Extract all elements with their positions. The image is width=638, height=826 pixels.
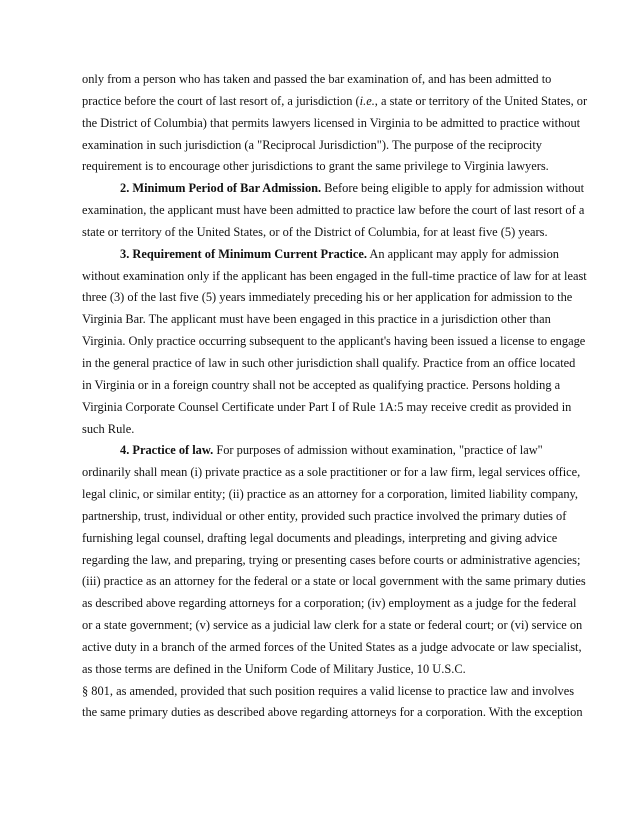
text-line: as those terms are defined in the Uniform Code of Military Justice, 10 U.S.C. <box>82 661 466 676</box>
text-line: examination, the applicant must have been admitted to practice law before the court of last resort of a <box>82 203 585 218</box>
section-4-heading: 4. Practice of law. <box>120 443 214 458</box>
text-line: furnishing legal counsel, drafting legal documents and pleadings, interpreting and giving advice <box>82 530 558 545</box>
section-3-heading: 3. Requirement of Minimum Current Practice. <box>120 246 367 261</box>
text-line: legal clinic, or similar entity; (ii) practice as an attorney for a corporation, limited liability company, <box>82 487 579 502</box>
section-4-first-line <box>82 440 602 462</box>
text-line: Virginia. Only practice occurring subsequent to the applicant's having been issued a license to engage <box>82 334 586 349</box>
text-segment: , a state or territory of the United States, or <box>374 93 588 108</box>
section-3-first-line <box>82 244 602 266</box>
text-line: active duty in a branch of the armed forces of the United States as a judge advocate or law specialist, <box>82 639 582 654</box>
text-line: partnership, trust, individual or other entity, provided such practice involved the primary duties of <box>82 508 567 523</box>
text-line: in the general practice of law in such other jurisdiction shall qualify. Practice from an office located <box>82 355 576 370</box>
text-line: as described above regarding attorneys for a corporation; (iv) employment as a judge for the federal <box>82 596 577 611</box>
text-line: without examination only if the applicant has been engaged in the full-time practice of law for at least <box>82 268 587 283</box>
text-segment: For purposes of admission without examination, "practice of law" <box>213 443 543 458</box>
text-line: (iii) practice as an attorney for the federal or a state or local government with the same primary duties <box>82 574 586 589</box>
text-segment: An applicant may apply for admission <box>366 246 559 261</box>
text-line: § 801, as amended, provided that such position requires a valid license to practice law and involves <box>82 683 575 698</box>
text-line: such Rule. <box>82 421 135 436</box>
text-line: Virginia Corporate Counsel Certificate under Part I of Rule 1A:5 may receive credit as provided in <box>82 399 572 414</box>
text-line: Virginia Bar. The applicant must have been engaged in this practice in a jurisdiction other than <box>82 312 551 327</box>
text-line: three (3) of the last five (5) years immediately preceding his or her application for admission to the <box>82 290 573 305</box>
section-2-first-line <box>82 178 602 200</box>
text-line: regarding the law, and preparing, trying or presenting cases before courts or administrative agencies; <box>82 552 581 567</box>
text-line: state or territory of the United States, or of the District of Columbia, for at least five (5) years. <box>82 224 548 239</box>
text-line: requirement is to encourage other jurisdictions to grant the same privilege to Virginia lawyers. <box>82 159 549 174</box>
text-line: or a state government; (v) service as a judicial law clerk for a state or federal court; or (vi) service on <box>82 618 583 633</box>
italic-text: i.e. <box>359 93 375 108</box>
text-line: only from a person who has taken and passed the bar examination of, and has been admitted to <box>82 72 552 86</box>
text-segment: Before being eligible to apply for admission without <box>321 181 585 196</box>
text-segment: practice before the court of last resort of, a jurisdiction ( <box>82 93 360 108</box>
section-2-heading: 2. Minimum Period of Bar Admission. <box>120 181 322 196</box>
text-line <box>82 91 602 113</box>
text-line: the District of Columbia) that permits lawyers licensed in Virginia to be admitted to practice without <box>82 115 581 130</box>
text-line: examination in such jurisdiction (a "Reciprocal Jurisdiction"). The purpose of the reciprocity <box>82 137 542 152</box>
text-line: the same primary duties as described above regarding attorneys for a corporation. With the exception <box>82 705 583 720</box>
text-line: in Virginia or in a foreign country shall not be accepted as qualifying practice. Persons holding a <box>82 377 561 392</box>
text-line: ordinarily shall mean (i) private practice as a sole practitioner or for a law firm, legal services office, <box>82 465 581 480</box>
document-body <box>82 69 602 724</box>
